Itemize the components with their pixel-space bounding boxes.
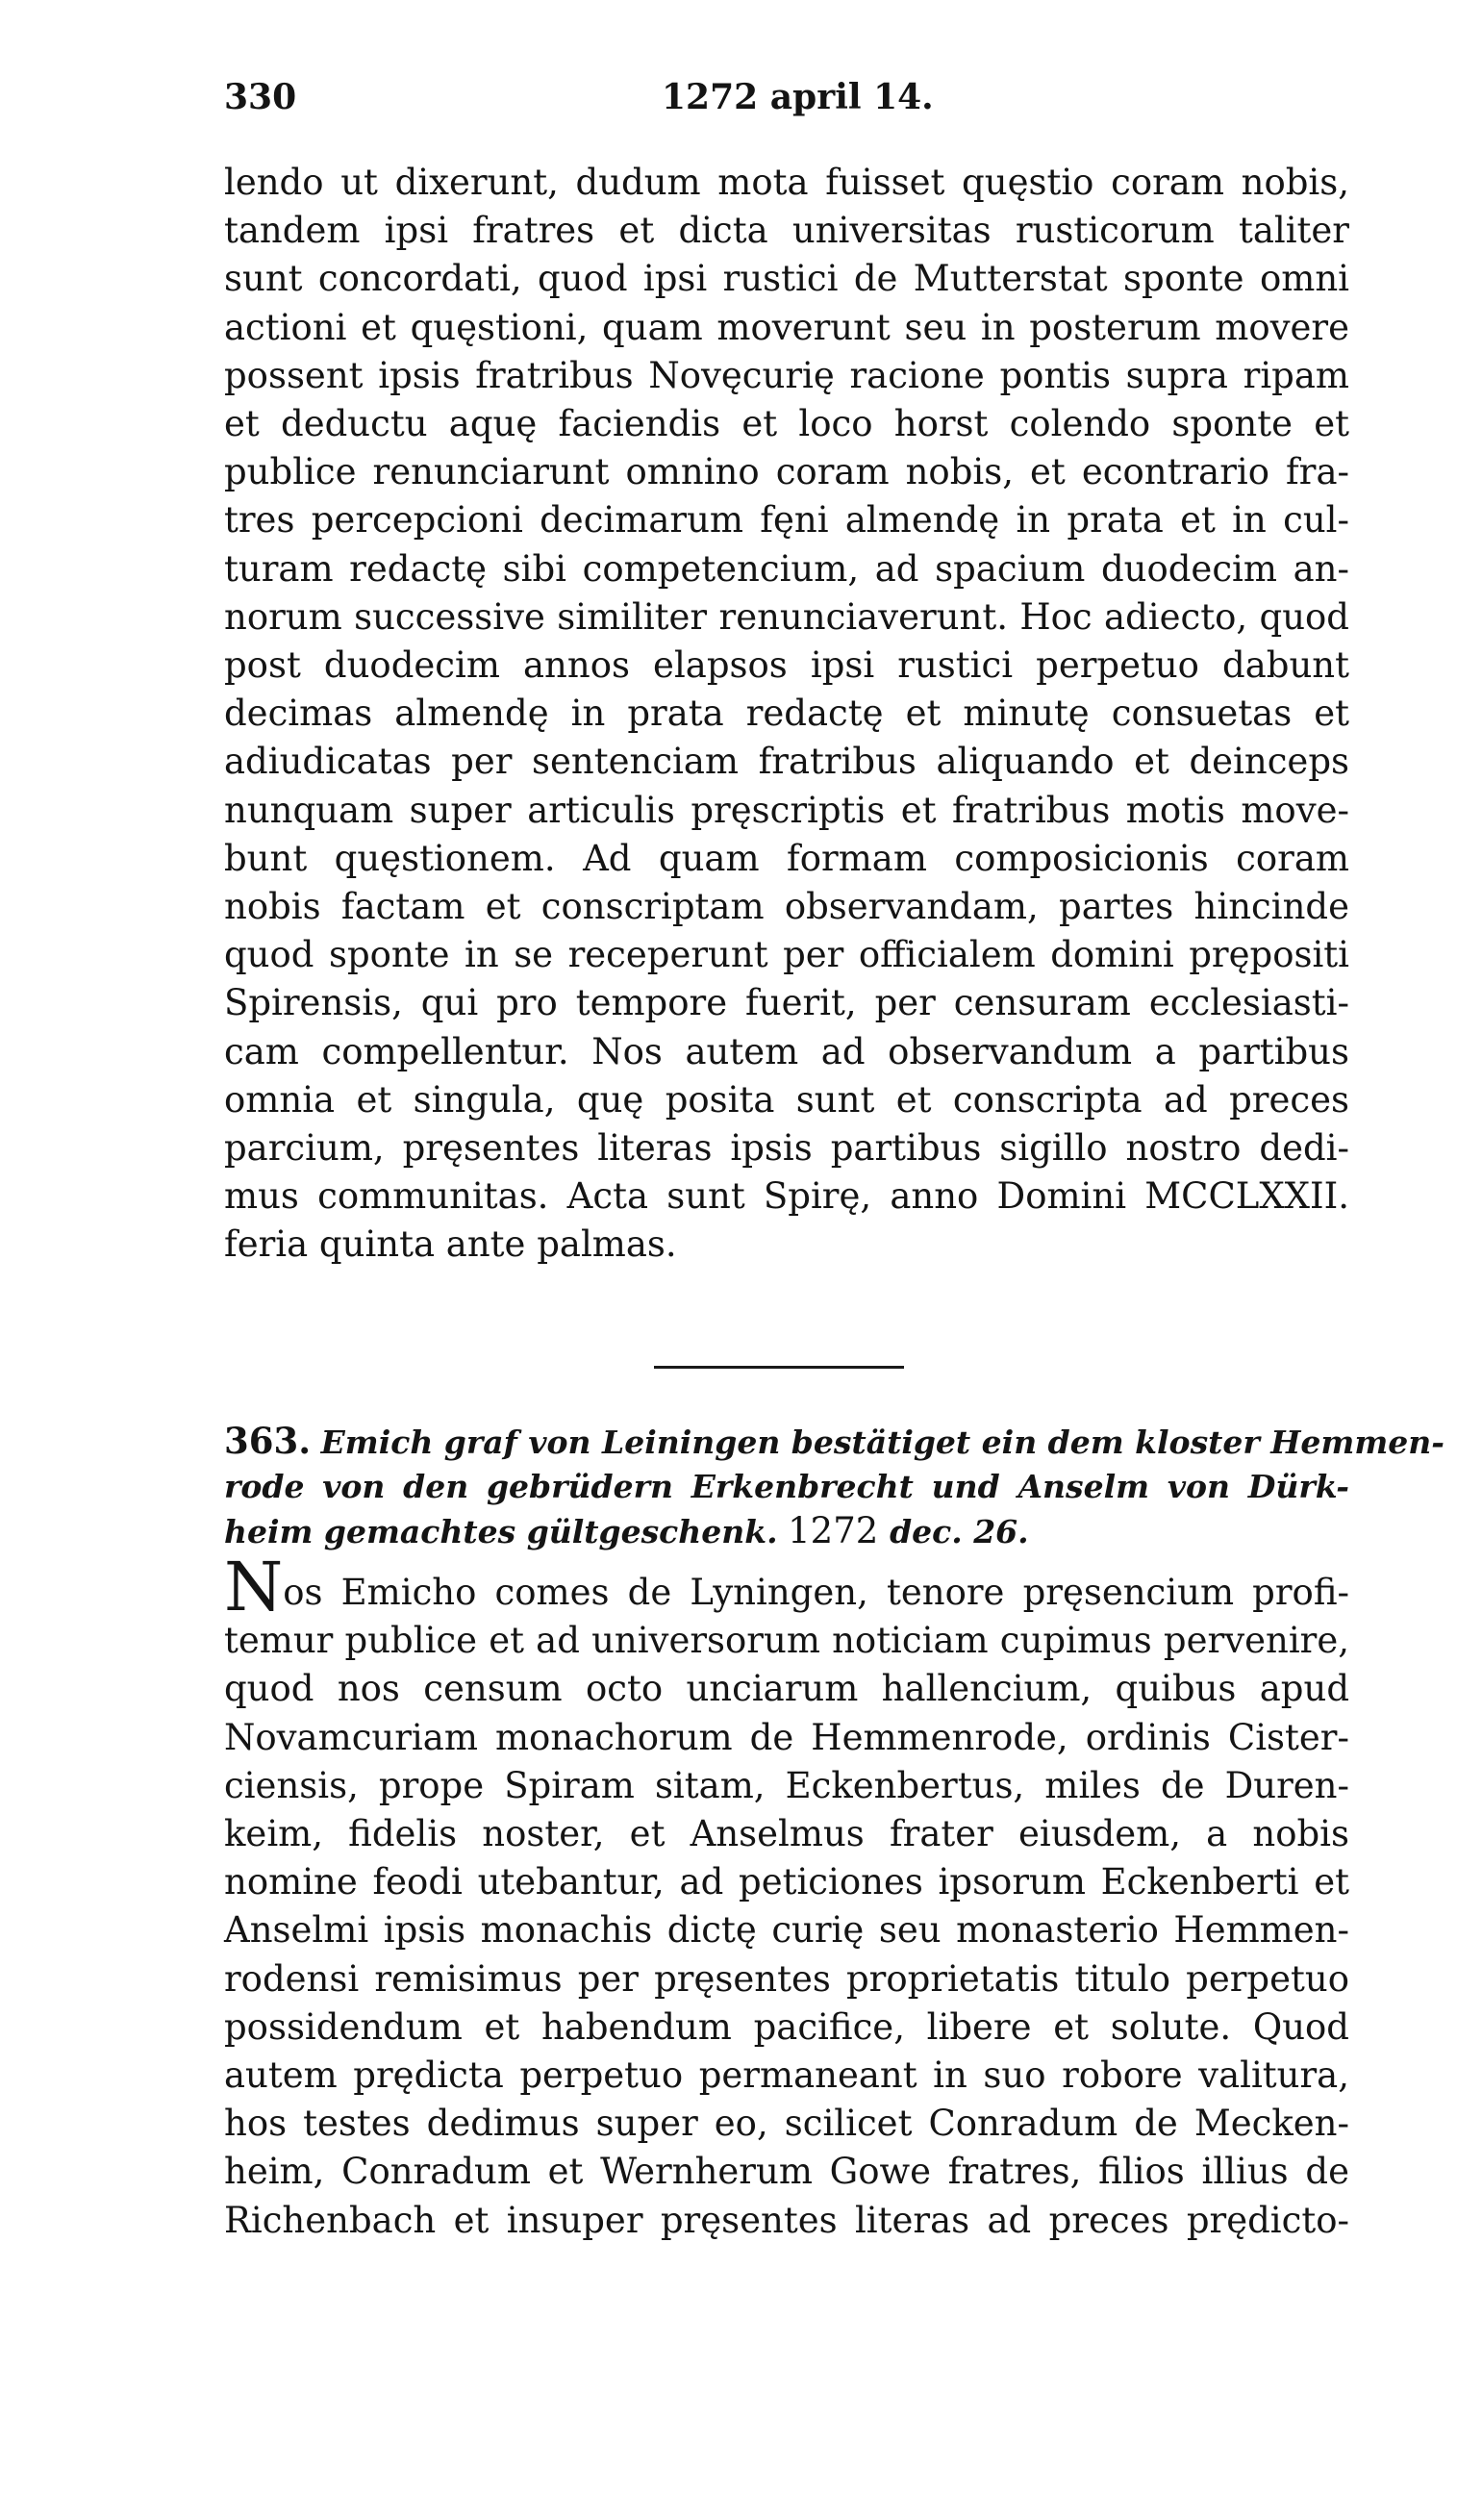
- heading-line: [224, 1509, 1349, 1554]
- regest-text: Emich graf von Leiningen bestätiget ein dem kloster Hemmen-: [320, 1424, 1444, 1461]
- section-divider: [654, 1366, 904, 1369]
- text-line: publice renunciarunt omnino coram nobis, et econtrario fra-: [224, 451, 1349, 493]
- date-day: dec. 26.: [890, 1513, 1029, 1550]
- running-head: [224, 77, 1340, 125]
- text-line: keim, fidelis noster, et Anselmus frater eiusdem, a nobis: [224, 1813, 1349, 1855]
- text-line: bunt quęstionem. Ad quam formam composicionis coram: [224, 837, 1349, 879]
- text-line: Novamcuriam monachorum de Hemmenrode, ordinis Cister-: [224, 1716, 1349, 1758]
- heading-line: rode von den gebrüdern Erkenbrecht und Anselm von Dürk-: [224, 1468, 1349, 1505]
- text-line: et deductu aquę faciendis et loco horst colendo sponte et: [224, 403, 1349, 445]
- charter-text: [224, 1548, 1349, 2245]
- text-line: cam compellentur. Nos autem ad observandum a partibus: [224, 1030, 1349, 1072]
- text-line: ciensis, prope Spiram sitam, Eckenbertus, miles de Duren-: [224, 1764, 1349, 1806]
- text-line: hos testes dedimus super eo, scilicet Conradum de Mecken-: [224, 2103, 1349, 2145]
- continued-charter-text: [224, 159, 1349, 1270]
- text-line: quod sponte in se receperunt per officialem domini prępositi: [224, 934, 1349, 976]
- text-line: nomine feodi utebantur, ad peticiones ipsorum Eckenberti et: [224, 1861, 1349, 1903]
- text-line: nunquam super articulis pręscriptis et fratribus motis move-: [224, 789, 1349, 831]
- header-date: 1272 april 14.: [662, 77, 934, 117]
- text-line: temur publice et ad universorum noticiam cupimus pervenire,: [224, 1620, 1349, 1662]
- text-line: lendo ut dixerunt, dudum mota fuisset quęstio coram nobis,: [224, 162, 1349, 203]
- text-line: turam redactę sibi competencium, ad spacium duodecim an-: [224, 547, 1349, 590]
- date-year: 1272: [788, 1510, 879, 1551]
- initial-letter: N: [224, 1548, 284, 1626]
- text-line: possidendum et habendum pacifice, libere et solute. Quod: [224, 2005, 1349, 2048]
- text-line: actioni et quęstioni, quam moverunt seu in posterum movere: [224, 306, 1349, 348]
- text-line: mus communitas. Acta sunt Spirę, anno Domini MCCLXXII.: [224, 1175, 1349, 1218]
- text-line: Anselmi ipsis monachis dictę curię seu monasterio Hemmen-: [224, 1909, 1349, 1952]
- text-line: sunt concordati, quod ipsi rustici de Mutterstat sponte omni: [224, 258, 1349, 300]
- heading-line: [224, 1419, 1444, 1465]
- text-line: adiudicatas per sentenciam fratribus aliquando et deinceps: [224, 741, 1349, 783]
- text-line: possent ipsis fratribus Novęcurię racione pontis supra ripam: [224, 354, 1349, 396]
- document-heading: [224, 1419, 1444, 1554]
- text-line: tandem ipsi fratres et dicta universitas rusticorum taliter: [224, 210, 1349, 252]
- text-line: post duodecim annos elapsos ipsi rustici perpetuo dabunt: [224, 644, 1349, 687]
- page-number: 330: [224, 77, 297, 117]
- text-line: tres percepcioni decimarum fęni almendę in prata et in cul-: [224, 499, 1349, 542]
- text-line: parcium, pręsentes literas ipsis partibus sigillo nostro dedi-: [224, 1127, 1349, 1170]
- document-number: 363.: [224, 1420, 312, 1462]
- text-line: [224, 1548, 1349, 1626]
- text-line: heim, Conradum et Wernherum Gowe fratres, filios illius de: [224, 2151, 1349, 2193]
- document-date: [788, 1510, 1029, 1551]
- text-line: norum successive similiter renunciaverunt. Hoc adiecto, quod: [224, 595, 1349, 638]
- text-line: Richenbach et insuper pręsentes literas ad preces prędicto-: [224, 2199, 1349, 2241]
- first-line-text: os Emicho comes de Lyningen, tenore pręsencium profi-: [283, 1572, 1349, 1613]
- text-line: feria quinta ante palmas.: [224, 1223, 677, 1266]
- text-line: quod nos censum octo unciarum hallencium, quibus apud: [224, 1668, 1349, 1710]
- regest-text: heim gemachtes gültgeschenk.: [224, 1513, 778, 1550]
- text-line: nobis factam et conscriptam observandam, partes hincinde: [224, 886, 1349, 928]
- text-line: Spirensis, qui pro tempore fuerit, per censuram ecclesiasti-: [224, 982, 1349, 1024]
- text-line: rodensi remisimus per pręsentes proprietatis titulo perpetuo: [224, 1957, 1349, 2000]
- text-line: decimas almendę in prata redactę et minutę consuetas et: [224, 693, 1349, 735]
- text-line: autem prędicta perpetuo permaneant in suo robore valitura,: [224, 2054, 1349, 2097]
- text-line: omnia et singula, quę posita sunt et conscripta ad preces: [224, 1078, 1349, 1121]
